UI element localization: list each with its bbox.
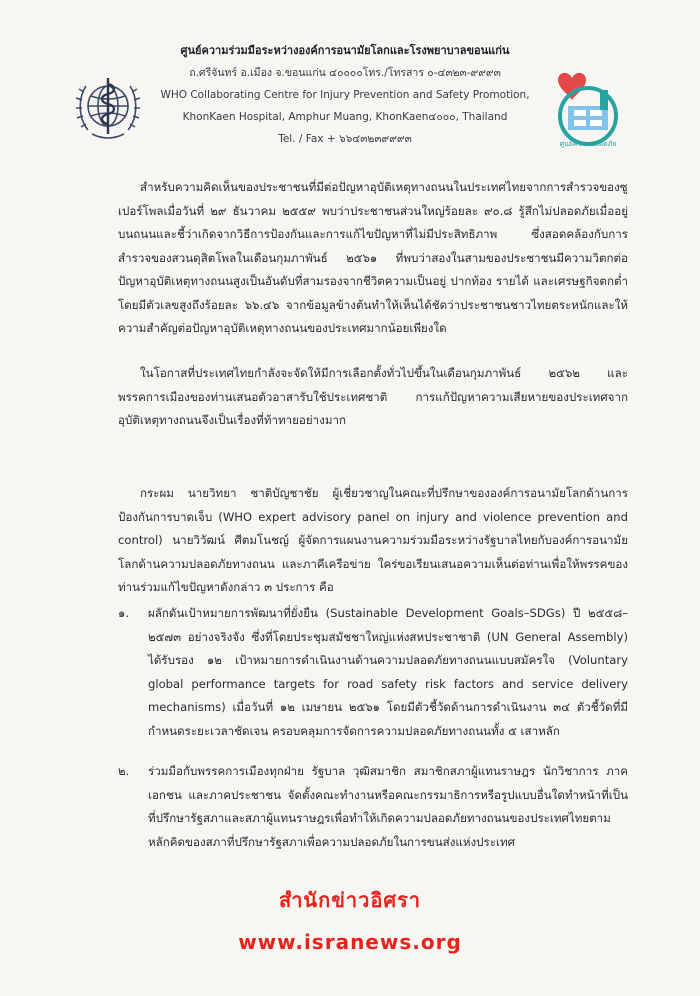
letterhead-org-english: WHO Collaborating Centre for Injury Prevention and Safety Promotion, [160, 89, 530, 101]
letterhead-org-thai: ศูนย์ความร่วมมือระหว่างองค์การอนามัยโลกและโรงพยาบาลขอนแก่น [180, 44, 510, 57]
item-text: ผลักดันเป้าหมายการพัฒนาที่ยั่งยืน (Sustainable Development Goals–SDGs) ปี ๒๕๕๘–๒๕๗๓ อย่างจริงจัง ซึ่งที่โดยประชุมสมัชชาใหญ่แห่งสหประชาชาติ (UN General Assembly) ได้รับรอง ๑๒ เป้าหมายการดำเนินงานด้านความปลอดภัยทางถนนแบบสมัครใจ (Voluntary global performance targets for road safety risk factors and service delivery mechanisms) เมื่อวันที่ ๑๒ เมษายน ๒๕๖๑ โดยมีตัวชี้วัดด้านการดำเนินงาน ๓๔ ตัวชี้วัดที่มีกำหนดระยะเวลาชัดเจน ครอบคลุมการจัดการความปลอดภัยทางถนนทั้ง ๕ เสาหลัก [148, 606, 628, 738]
item-text: ร่วมมือกับพรรคการเมืองทุกฝ่าย รัฐบาล วุฒิสมาชิก สมาชิกสภาผู้แทนราษฎร นักวิชาการ ภาคเอกชน และภาคประชาชน จัดตั้งคณะทำงานหรือคณะกรรมาธิการหรือรูปแบบอื่นใดทำหน้าที่เป็นที่ปรึกษารัฐสภาและสภาผู้แทนราษฎรเพื่อทำให้เกิดความปลอดภัยทางถนนของประเทศไทยตามหลักคิดของสภาที่ปรึกษารัฐสภาเพื่อความปลอดภัยในการขนส่งแห่งประเทศ [148, 764, 628, 849]
letterhead-tel-fax: Tel. / Fax + ๖๖๔๓๒๓๙๙๙๓ [278, 133, 412, 145]
item-number: ๒. [118, 764, 130, 778]
paragraph-3 [118, 482, 628, 600]
paragraph-text: กระผม นายวิทยา ชาติบัญชาชัย ผู้เชี่ยวชาญในคณะที่ปรึกษาขององค์การอนามัยโลกด้านการป้องกันการบาดเจ็บ (WHO expert advisory panel on injury and violence prevention and control) นายวิวัฒน์ ศีตมโนชญ์ ผู้จัดการแผนงานความร่วมมือระหว่างรัฐบาลไทยกับองค์การอนามัยโลกด้านความปลอดภัยทางถนน และภาคีเครือข่าย ใคร่ขอเรียนเสนอความเห็นต่อท่านเพื่อให้พรรคของท่านร่วมแก้ไขปัญหาดังกล่าว ๓ ประการ คือ [118, 486, 628, 594]
watermark-url: www.isranews.org [238, 930, 462, 954]
letterhead-address-english: KhonKaen Hospital, Amphur Muang, KhonKaen๔๐๐๐, Thailand [182, 111, 508, 123]
khon-kaen-hospital-logo-icon [544, 66, 622, 150]
who-emblem-icon [72, 68, 144, 146]
hospital-logo-text: ศูนย์ความปลอดภัย [559, 140, 617, 148]
numbered-item-2 [118, 760, 628, 854]
numbered-item-1 [118, 602, 628, 743]
item-number: ๑. [118, 606, 130, 620]
paragraph-text: สำหรับความคิดเห็นของประชาชนที่มีต่อปัญหาอุบัติเหตุทางถนนในประเทศไทยจากการสำรวจของซูเปอร์โพลเมื่อวันที่ ๒๙ ธันวาคม ๒๕๕๙ พบว่าประชาชนส่วนใหญ่ร้อยละ ๙๐.๘ รู้สึกไม่ปลอดภัยเมื่ออยู่บนถนนและชี้ว่าเกิดจากวิธีการป้องกันและการแก้ไขปัญหาที่ไม่มีประสิทธิภาพ ซึ่งสอดคล้องกับการสำรวจของสวนดุสิตโพลในเดือนกุมภาพันธ์ ๒๕๖๑ ที่พบว่าสองในสามของประชาชนมีความวิตกต่อปัญหาอุบัติเหตุทางถนนสูงเป็นอันดับที่สามรองจากชีวิตความเป็นอยู่ ปากท้อง รายได้ และเศรษฐกิจตกต่ำ โดยมีตัวเลขสูงถึงร้อยละ ๖๖.๔๖ จากข้อมูลข้างต้นทำให้เห็นได้ชัดว่าประชาชนชาวไทยตระหนักและให้ความสำคัญต่อปัญหาอุบัติเหตุทางถนนของประเทศมากน้อยเพียงใด [118, 180, 628, 335]
paragraph-1 [118, 176, 628, 341]
letterhead-address-thai: ถ.ศรีจันทร์ อ.เมือง จ.ขอนแก่น ๔๐๐๐๐โทร./โทรสาร ๐-๔๓๒๓-๙๙๙๓ [189, 67, 501, 79]
paragraph-2 [118, 362, 628, 433]
paragraph-text: ในโอกาสที่ประเทศไทยกำลังจะจัดให้มีการเลือกตั้งทั่วไปขึ้นในเดือนกุมภาพันธ์ ๒๕๖๒ และพรรคการเมืองของท่านเสนอตัวอาสารับใช้ประเทศชาติ การแก้ปัญหาความเสียหายของประเทศจากอุบัติเหตุทางถนนจึงเป็นเรื่องที่ท้าทายอย่างมาก [118, 366, 628, 427]
watermark-name: สำนักข่าวอิศรา [278, 888, 422, 912]
letterhead [150, 40, 540, 150]
